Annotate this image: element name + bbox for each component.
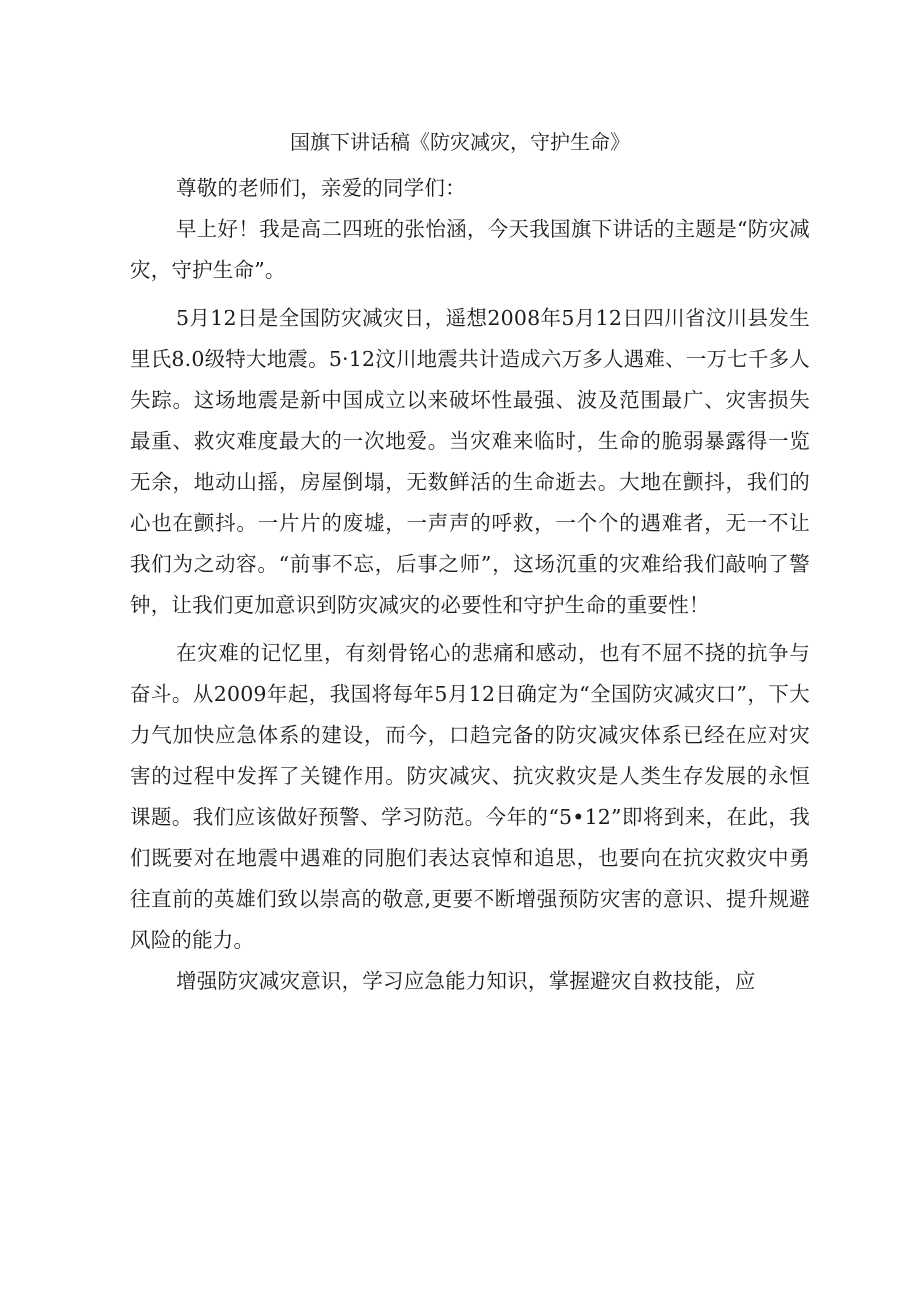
- document-body: [130, 168, 810, 1002]
- paragraph-greeting: 尊敬的老师们，亲爱的同学们：: [176, 176, 466, 200]
- paragraph-earthquake: 5月12日是全国防灾减灾日，遥想2008年5月12日四川省汶川县发生里氏8.0级特大地震。5·12汶川地震共计造成六万多人遇难、一万七千多人失踪。这场地震是新中国成立以来破坏性最强、波及范围最广、灾害损失最重、救灾难度最大的一次地爱。当灾难来临时，生命的脆弱暴露得一览无余，地动山摇，房屋倒塌，无数鲜活的生命逝去。大地在颤抖，我们的心也在颤抖。一片片的废墟，一声声的呼救，一个个的遇难者，无一不让我们为之动容。“前事不忘，后事之师”，这场沉重的灾难给我们敲响了警钟，让我们更加意识到防灾减灾的必要性和守护生命的重要性！: [130, 306, 810, 617]
- document-title: 国旗下讲话稿《防灾减灾，守护生命》: [290, 130, 630, 154]
- paragraph-awareness: 增强防灾减灾意识，学习应急能力知识，掌握避灾自救技能，应: [176, 969, 756, 993]
- paragraph-intro: 早上好！我是高二四班的张怡涵，今天我国旗下讲话的主题是“防灾减灾，守护生命”。: [130, 217, 810, 282]
- paragraph-memory: 在灾难的记忆里，有刻骨铭心的悲痛和感动，也有不屈不挠的抗争与奋斗。从2009年起，我国将每年5月12日确定为“全国防灾减灾口”，下大力气加快应急体系的建设，而今，口趋完备的防灾减灾体系已经在应对灾害的过程中发挥了关键作用。防灾减灾、抗灾救灾是人类生存发展的永恒课题。我们应该做好预警、学习防范。今年的“5•12”即将到来，在此，我们既要对在地震中遇难的同胞们表达哀悼和追思，也要向在抗灾救灾中勇往直前的英雄们致以崇高的敬意,更要不断增强预防灾害的意识、提升规避风险的能力。: [130, 641, 810, 952]
